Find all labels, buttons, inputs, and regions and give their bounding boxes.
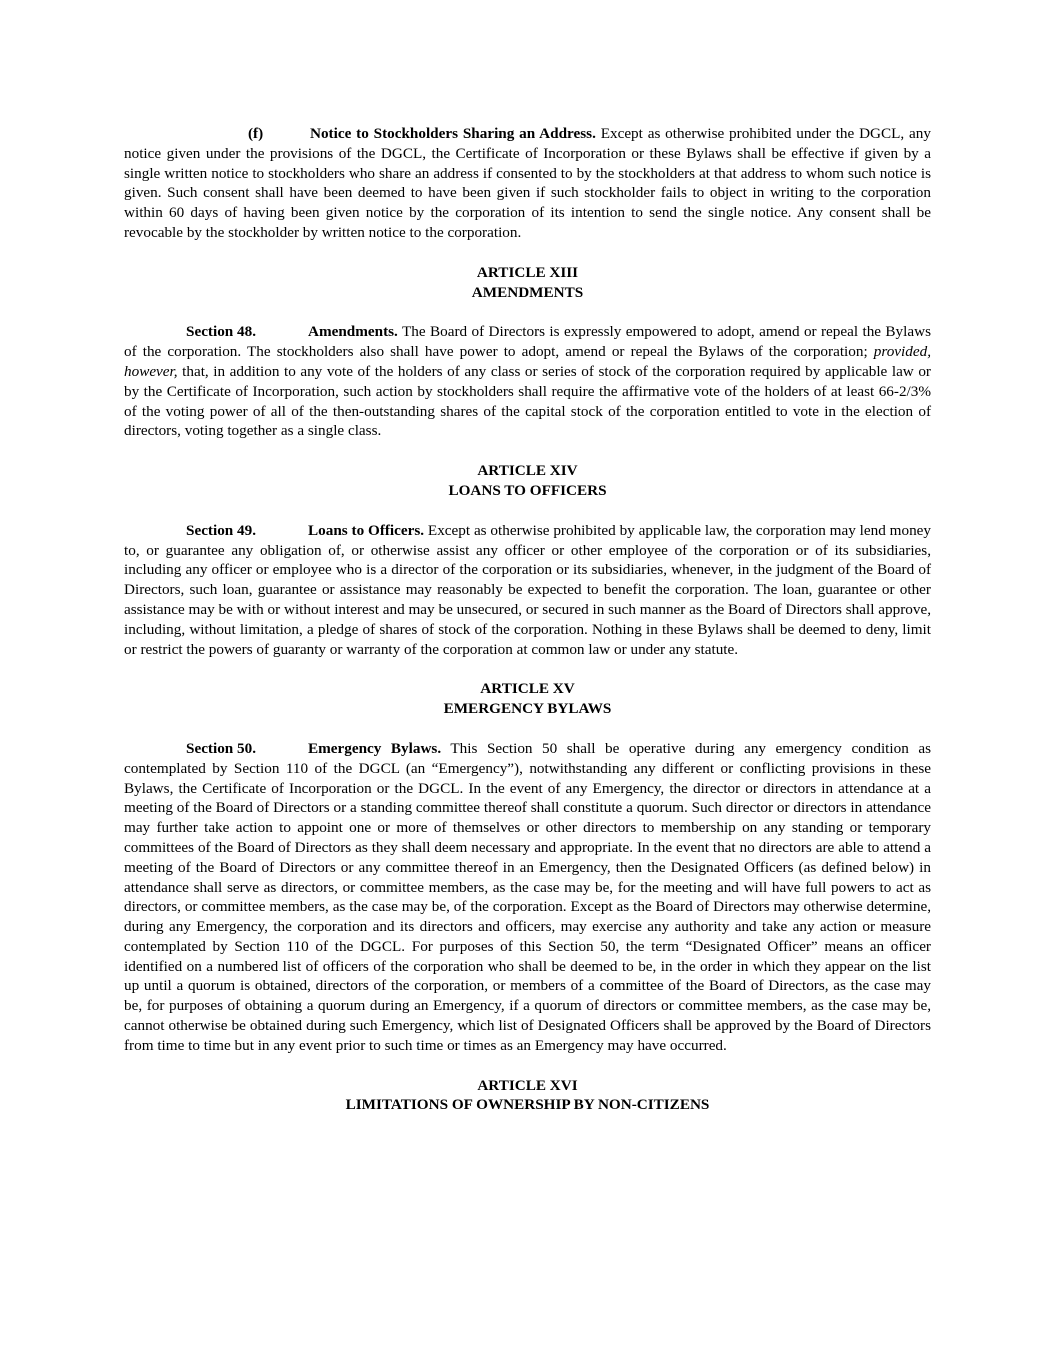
paragraph-f xyxy=(124,124,931,243)
paragraph-f-heading: Notice to Stockholders Sharing an Address. xyxy=(310,125,596,142)
article-15-heading xyxy=(124,679,931,719)
paragraph-f-text: Except as otherwise prohibited under the DGCL, any notice given under the provisions of the DGCL, the Certificate of Incorporation or these Bylaws shall be effective if given by a single written notice to stockholders who share an address if consented to by the stockholders at that address to whom such notice is given. Such consent shall have been deemed to have been given if such stockholder fails to object in writing to the corporation within 60 days of having been given notice by the corporation of its intention to send the single notice. Any consent shall be revocable by the stockholder by written notice to the corporation. xyxy=(124,125,931,241)
article-13-heading xyxy=(124,263,931,303)
paragraph-f-label: (f) xyxy=(248,125,264,142)
section-48 xyxy=(124,322,931,441)
section-48-label: Section 48. xyxy=(186,323,257,341)
section-49 xyxy=(124,521,931,660)
article-14-heading xyxy=(124,461,931,501)
section-49-text: Except as otherwise prohibited by applicable law, the corporation may lend money to, or guarantee any obligation of, or otherwise assist any officer or other employee of the corporation or of its subsidiaries, including any officer or employee who is a director of the corporation or its subsidiaries, whenever, in the judgment of the Board of Directors, such loan, guarantee or assistance may reasonably be expected to benefit the corporation. The loan, guarantee or other assistance may be with or without interest and may be unsecured, or secured in such manner as the Board of Directors shall approve, including, without limitation, a pledge of shares of stock of the corporation. Nothing in these Bylaws shall be deemed to deny, limit or restrict the powers of guaranty or warranty of the corporation at common law or under any statute. xyxy=(124,521,931,658)
section-50-text: This Section 50 shall be operative during any emergency condition as contemplated by Section 110 of the DGCL (an “Emergency”), notwithstanding any different or conflicting provisions in these Bylaws, the Certificate of Incorporation or the DGCL. In the event of any Emergency, the director or directors in attendance at a meeting of the Board of Directors or a standing committee thereof shall constitute a quorum. Such director or directors in attendance may further take action to appoint one or more of themselves or other directors to membership on any standing or temporary committees of the Board of Directors as they shall deem necessary and appropriate. In the event that no directors are able to attend a meeting of the Board of Directors or any committee thereof in an Emergency, then the Designated Officers (as defined below) in attendance shall serve as directors, or committee members, as the case may be, for the meeting and will have full powers to act as directors, or committee members, as the case may be, of the corporation. Except as the Board of Directors may otherwise determine, during any Emergency, the corporation and its directors and officers, may exercise any authority and take any action or measure contemplated by Section 110 of the DGCL. For purposes of this Section 50, the term “Designated Officer” means an officer identified on a numbered list of officers of the corporation who shall be deemed to be, in the order in which they appear on the list up until a quorum is obtained, directors of the corporation, or members of a committee of the Board of Directors, as the case may be, for purposes of obtaining a quorum during an Emergency, if a quorum of directors or committee members, as the case may be, cannot otherwise be obtained during such Emergency, which list of Designated Officers shall be approved by the Board of Directors from time to time but in any event prior to such time or times as an Emergency may have occurred. xyxy=(124,739,932,1054)
section-50 xyxy=(124,739,931,1056)
section-48-heading: Amendments. xyxy=(308,323,398,341)
section-49-heading: Loans to Officers. xyxy=(308,521,425,539)
section-50-heading: Emergency Bylaws. xyxy=(308,739,442,757)
section-48-text-2: that, in addition to any vote of the holders of any class or series of stock of the corporation required by applicable law or by the Certificate of Incorporation, such action by stockholders shall require the affirmative vote of the holders of at least 66-2/3% of the voting power of all of the then-outstanding shares of the capital stock of the corporation entitled to vote in the election of directors, voting together as a single class. xyxy=(124,362,931,440)
section-49-label: Section 49. xyxy=(186,521,257,539)
section-48-text-1: The Board of Directors is expressly empowered to adopt, amend or repeal the Bylaws of the corporation. The stockholders also shall have power to adopt, amend or repeal the Bylaws of the corporation; xyxy=(124,323,931,361)
article-14-number: ARTICLE XIV xyxy=(477,462,578,480)
article-13-number: ARTICLE XIII xyxy=(476,263,579,281)
article-16-number: ARTICLE XVI xyxy=(477,1076,578,1094)
article-15-title: EMERGENCY BYLAWS xyxy=(443,700,612,718)
document-page xyxy=(124,124,931,1135)
article-14-title: LOANS TO OFFICERS xyxy=(448,481,607,499)
section-48-italic: provided, however, xyxy=(124,343,931,380)
article-13-title: AMENDMENTS xyxy=(471,283,584,301)
section-50-label: Section 50. xyxy=(186,739,257,757)
article-15-number: ARTICLE XV xyxy=(480,680,575,698)
article-16-title: LIMITATIONS OF OWNERSHIP BY NON-CITIZENS xyxy=(345,1096,710,1114)
article-16-heading xyxy=(124,1076,931,1116)
